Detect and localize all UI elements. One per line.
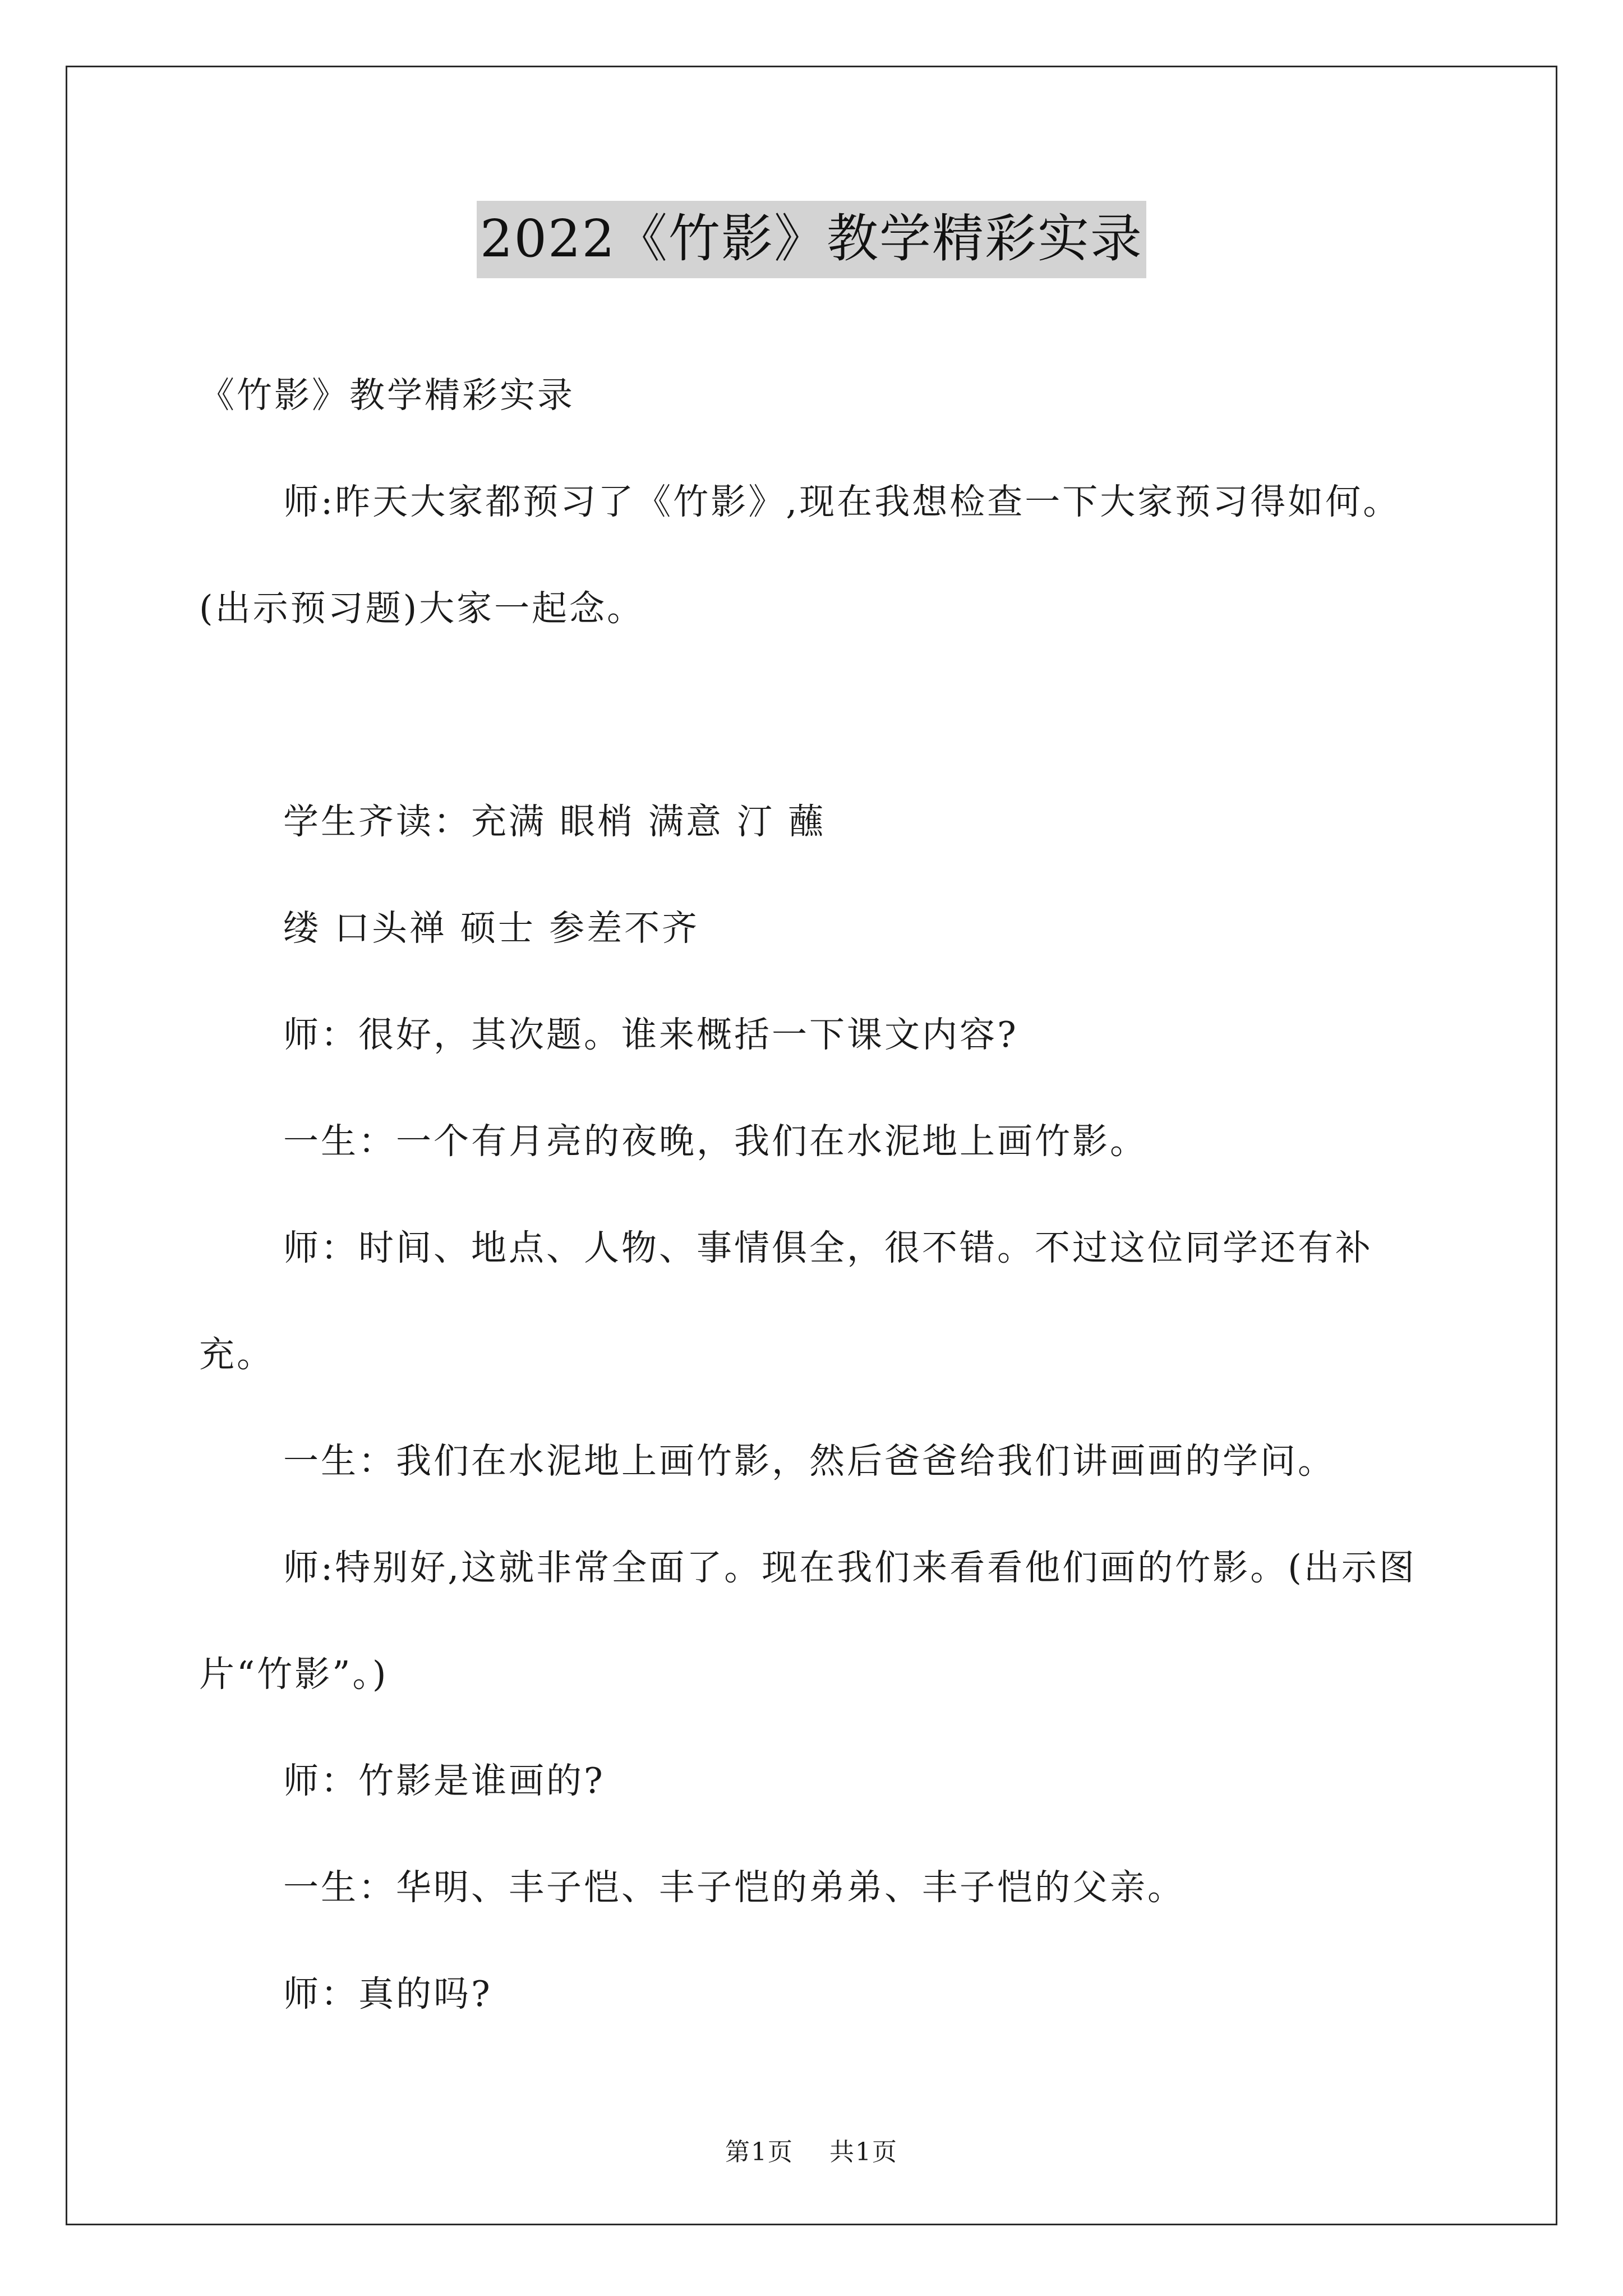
page-total: 共1页 xyxy=(829,2138,898,2166)
paragraph-teacher-show-image: 师:特别好,这就非常全面了。现在我们来看看他们画的竹影。(出示图片“竹影”。) xyxy=(199,1547,1417,1695)
paragraph-students-read: 学生齐读：充满 眼梢 满意 汀 蘸 xyxy=(283,801,826,842)
page-footer xyxy=(0,2132,1623,2168)
document-body xyxy=(199,342,1433,2047)
paragraph-teacher-who-drew: 师：竹影是谁画的? xyxy=(283,1760,605,1801)
paragraph-subtitle: 《竹影》教学精彩实录 xyxy=(199,375,575,416)
paragraph-student-summary: 一生：一个有月亮的夜晚，我们在水泥地上画竹影。 xyxy=(283,1121,1147,1162)
paragraph-teacher-intro: 师:昨天大家都预习了《竹影》,现在我想检查一下大家预习得如何。(出示预习题)大家一起念。 xyxy=(199,481,1401,629)
paragraph-teacher-praise: 师：时间、地点、人物、事情俱全，很不错。不过这位同学还有补充。 xyxy=(199,1227,1373,1375)
paragraph-student-answer: 一生：华明、丰子恺、丰子恺的弟弟、丰子恺的父亲。 xyxy=(283,1867,1185,1908)
title-container xyxy=(0,201,1623,278)
page-number: 第1页 xyxy=(725,2138,794,2166)
paragraph-spacer xyxy=(199,662,1433,769)
paragraph-teacher-really: 师：真的吗? xyxy=(283,1973,492,2014)
paragraph-student-addition: 一生：我们在水泥地上画竹影，然后爸爸给我们讲画画的学问。 xyxy=(283,1441,1335,1481)
paragraph-teacher-question: 师：很好，其次题。谁来概括一下课文内容? xyxy=(283,1014,1018,1055)
document-title: 2022《竹影》教学精彩实录 xyxy=(477,201,1146,278)
paragraph-vocab-list: 缕 口头禅 硕士 参差不齐 xyxy=(283,908,700,949)
